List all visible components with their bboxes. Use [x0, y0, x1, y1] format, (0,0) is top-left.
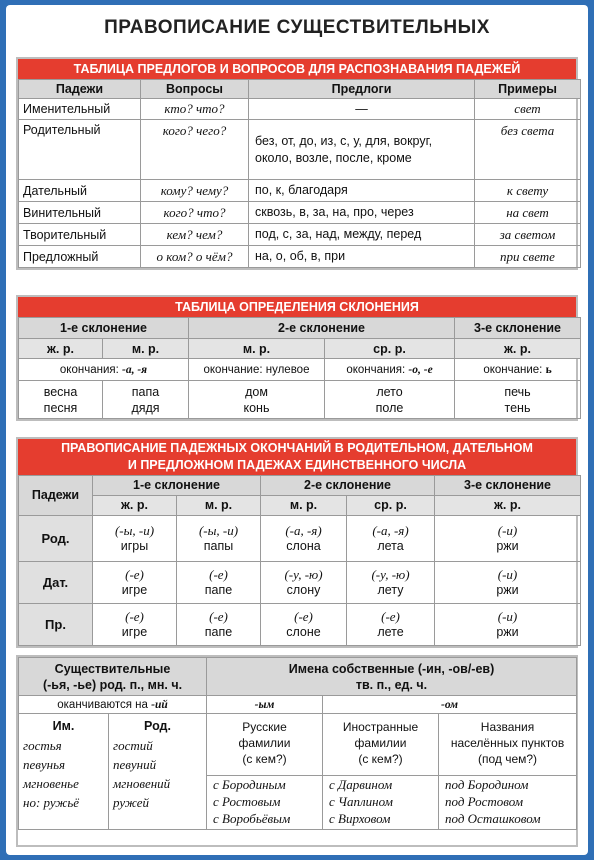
example-word: гостья [23, 738, 62, 753]
header-line: (с кем?) [358, 752, 403, 766]
ending-cell [347, 562, 435, 604]
case-question: о ком? о чём? [141, 246, 249, 268]
example-word: певуний [113, 757, 157, 772]
case-question: кому? чему? [141, 180, 249, 202]
heading-line: И ПРЕДЛОЖНОМ ПАДЕЖАХ ЕДИНСТВЕННОГО ЧИСЛА [127, 458, 467, 472]
ending-value: ь [545, 363, 552, 376]
declension-table-section [16, 295, 578, 421]
gender-label: ж. р. [19, 339, 103, 359]
ending-cell [261, 604, 347, 646]
example-word: папы [203, 539, 234, 553]
ending-cell [435, 562, 581, 604]
ending-cell [177, 604, 261, 646]
example-word: ружей [113, 795, 149, 810]
example-word: ржи [496, 625, 519, 639]
example-word: папе [204, 625, 233, 639]
header-line: Названия [480, 720, 535, 734]
case-name: Творительный [19, 224, 141, 246]
prepositions-table-heading: ТАБЛИЦА ПРЕДЛОГОВ И ВОПРОСОВ ДЛЯ РАСПОЗНАВАНИЯ ПАДЕЖЕЙ [18, 59, 576, 79]
case-endings-table [18, 475, 581, 646]
ending-hint: (-ы, -и) [114, 523, 155, 538]
ending-value: -ым [254, 698, 275, 711]
cases-header: Падежи [19, 476, 93, 516]
column-header [439, 714, 576, 776]
example-word: с Воробьёвым [213, 811, 291, 826]
case-prepositions: сквозь, в, за, на, про, через [249, 202, 475, 224]
ending-hint: (-и) [497, 609, 518, 624]
case-label: Род. [19, 516, 93, 562]
example-word: поле [375, 400, 404, 415]
example-word: весна [43, 384, 78, 399]
page-title: ПРАВОПИСАНИЕ СУЩЕСТВИТЕЛЬНЫХ [104, 17, 490, 38]
ending-hint: (-у, -ю) [284, 567, 323, 582]
example-word: игры [120, 539, 149, 553]
declension-table [18, 317, 581, 419]
table-row [19, 224, 581, 246]
gender-label: ср. р. [325, 339, 455, 359]
ending-ii-note [19, 696, 207, 714]
ending-cell [435, 516, 581, 562]
place-names-column [439, 714, 577, 830]
example-word: ржи [496, 539, 519, 553]
ending-hint: (-и) [497, 567, 518, 582]
example-word: игре [121, 583, 148, 597]
special-endings-table [18, 657, 577, 830]
ending-hint: (-е) [294, 609, 313, 624]
col-header-questions: Вопросы [141, 80, 249, 99]
foreign-surnames-column [323, 714, 439, 830]
header-line: фамилии [238, 736, 291, 750]
ending-label: окончания: [59, 363, 119, 376]
table-row [19, 246, 581, 268]
case-prepositions: без, от, до, из, с, у, для, вокруг, около, возле, после, кроме [249, 120, 475, 180]
header-line: Имена собственные (-ин, -ов/-ев) [288, 661, 495, 676]
special-endings-section [16, 655, 578, 847]
ending-value: -ий [151, 698, 168, 711]
example-word: слона [286, 539, 321, 553]
case-name: Предложный [19, 246, 141, 268]
ending-cell [93, 562, 177, 604]
column-header [323, 714, 438, 776]
genitive-column [109, 714, 207, 830]
table-row [19, 180, 581, 202]
russian-surnames-column [207, 714, 323, 830]
header-line: Иностранные [342, 720, 419, 734]
ending-decl-1 [19, 359, 189, 381]
example-word: под Ростовом [445, 794, 524, 809]
example-word: папе [204, 583, 233, 597]
example-word: с Вирховом [329, 811, 391, 826]
ending-om [323, 696, 577, 714]
example-word: конь [243, 400, 270, 415]
header-line: (-ья, -ье) род. п., мн. ч. [42, 677, 183, 692]
example-words [325, 381, 455, 419]
ending-cell [347, 604, 435, 646]
ending-hint: (-е) [209, 609, 228, 624]
poster-card [6, 5, 588, 855]
case-question: кем? чем? [141, 224, 249, 246]
ending-decl-2-neut [325, 359, 455, 381]
case-endings-section [16, 437, 578, 648]
example-word: дядя [131, 400, 160, 415]
example-words [189, 381, 325, 419]
ending-value: -о, -е [408, 363, 433, 376]
column-header: Им. [52, 719, 75, 733]
ending-hint: (-е) [125, 609, 144, 624]
col-header-prepositions: Предлоги [249, 80, 475, 99]
example-word: мгновений [113, 776, 171, 791]
case-example: на свет [475, 202, 581, 224]
ending-value: -ом [441, 698, 459, 711]
col-header-cases: Падежи [19, 80, 141, 99]
example-word: с Дарвином [329, 777, 393, 792]
table-row [19, 99, 581, 120]
example-word: печь [504, 384, 531, 399]
example-word: певунья [23, 757, 66, 772]
gender-label: ж. р. [93, 496, 177, 516]
gender-label: м. р. [177, 496, 261, 516]
header-line: населённых пунктов [450, 736, 565, 750]
ending-hint: (-е) [381, 609, 400, 624]
gender-label: м. р. [103, 339, 189, 359]
declension-3-header: 3-е склонение [435, 476, 581, 496]
ending-cell [93, 604, 177, 646]
ending-value: -а, -я [122, 363, 148, 376]
declension-1-header: 1-е склонение [19, 318, 189, 339]
gender-label: м. р. [261, 496, 347, 516]
nouns-plural-header [19, 658, 207, 696]
case-endings-heading [18, 439, 576, 475]
gender-label: м. р. [189, 339, 325, 359]
example-word: песня [43, 400, 78, 415]
prepositions-table-section [16, 57, 578, 270]
example-word: под Бородином [445, 777, 529, 792]
ending-hint: (-ы, -и) [198, 523, 239, 538]
example-word: лета [377, 539, 404, 553]
example-words [19, 381, 103, 419]
case-example: свет [475, 99, 581, 120]
case-prepositions: под, с, за, над, между, перед [249, 224, 475, 246]
case-name: Дательный [19, 180, 141, 202]
case-example: к свету [475, 180, 581, 202]
case-label: Дат. [19, 562, 93, 604]
example-word: но: ружьё [23, 795, 80, 810]
example-word: под Осташковом [445, 811, 541, 826]
gender-label: ж. р. [455, 339, 581, 359]
ending-cell [261, 516, 347, 562]
ending-hint: (-а, -я) [285, 523, 322, 538]
header-line: (с кем?) [242, 752, 287, 766]
example-words [455, 381, 581, 419]
example-word: слоне [286, 625, 321, 639]
ending-hint: (-а, -я) [372, 523, 409, 538]
example-word: с Ростовым [213, 794, 281, 809]
ending-hint: (-и) [497, 523, 518, 538]
ending-label: окончание: [483, 363, 543, 376]
header-line: фамилии [354, 736, 407, 750]
example-word: гостий [113, 738, 153, 753]
declension-1-header: 1-е склонение [93, 476, 261, 496]
ending-label: оканчиваются на [57, 698, 148, 711]
case-question: кто? что? [141, 99, 249, 120]
table-row [19, 604, 581, 646]
example-word: с Чаплином [329, 794, 393, 809]
header-line: (под чем?) [477, 752, 538, 766]
table-row [19, 202, 581, 224]
ending-label: окончания: [346, 363, 406, 376]
example-word: мгновенье [23, 776, 79, 791]
case-prepositions: — [249, 99, 475, 120]
case-question: кого? что? [141, 202, 249, 224]
ending-hint: (-е) [125, 567, 144, 582]
case-name: Именительный [19, 99, 141, 120]
example-words [103, 381, 189, 419]
declension-2-header: 2-е склонение [189, 318, 455, 339]
gender-label: ж. р. [435, 496, 581, 516]
ending-hint: (-у, -ю) [371, 567, 410, 582]
case-label: Пр. [19, 604, 93, 646]
example-word: с Бородиным [213, 777, 286, 792]
case-prepositions: по, к, благодаря [249, 180, 475, 202]
case-name: Винительный [19, 202, 141, 224]
example-word: тень [504, 400, 531, 415]
proper-names-header [207, 658, 577, 696]
column-header: Род. [144, 719, 171, 733]
example-word: папа [131, 384, 160, 399]
case-name: Родительный [19, 120, 141, 180]
ending-cell [177, 562, 261, 604]
gender-label: ср. р. [347, 496, 435, 516]
ending-cell [261, 562, 347, 604]
ending-cell [347, 516, 435, 562]
col-header-examples: Примеры [475, 80, 581, 99]
header-line: Существительные [54, 661, 171, 676]
prepositions-table [18, 79, 581, 268]
ending-cell [435, 604, 581, 646]
case-example: без света [475, 120, 581, 180]
ending-decl-3 [455, 359, 581, 381]
ending-hint: (-е) [209, 567, 228, 582]
ending-decl-2-masc: окончание: нулевое [189, 359, 325, 381]
header-line: Русские [242, 720, 287, 734]
table-row [19, 120, 581, 180]
example-word: ржи [496, 583, 519, 597]
heading-line: ПРАВОПИСАНИЕ ПАДЕЖНЫХ ОКОНЧАНИЙ В РОДИТЕЛЬНОМ, ДАТЕЛЬНОМ [61, 441, 533, 455]
example-word: дом [245, 384, 268, 399]
declension-3-header: 3-е склонение [455, 318, 581, 339]
ending-cell [93, 516, 177, 562]
case-prepositions: на, о, об, в, при [249, 246, 475, 268]
table-row [19, 516, 581, 562]
ending-ym [207, 696, 323, 714]
column-header [207, 714, 322, 776]
header-line: тв. п., ед. ч. [355, 677, 428, 692]
example-word: игре [121, 625, 148, 639]
case-example: при свете [475, 246, 581, 268]
example-word: лето [376, 384, 403, 399]
case-example: за светом [475, 224, 581, 246]
example-word: лете [377, 625, 404, 639]
example-word: лету [377, 583, 404, 597]
case-question: кого? чего? [141, 120, 249, 180]
example-word: слону [286, 583, 321, 597]
declension-2-header: 2-е склонение [261, 476, 435, 496]
table-row [19, 562, 581, 604]
ending-cell [177, 516, 261, 562]
nominative-column [19, 714, 109, 830]
declension-table-heading: ТАБЛИЦА ОПРЕДЕЛЕНИЯ СКЛОНЕНИЯ [18, 297, 576, 317]
